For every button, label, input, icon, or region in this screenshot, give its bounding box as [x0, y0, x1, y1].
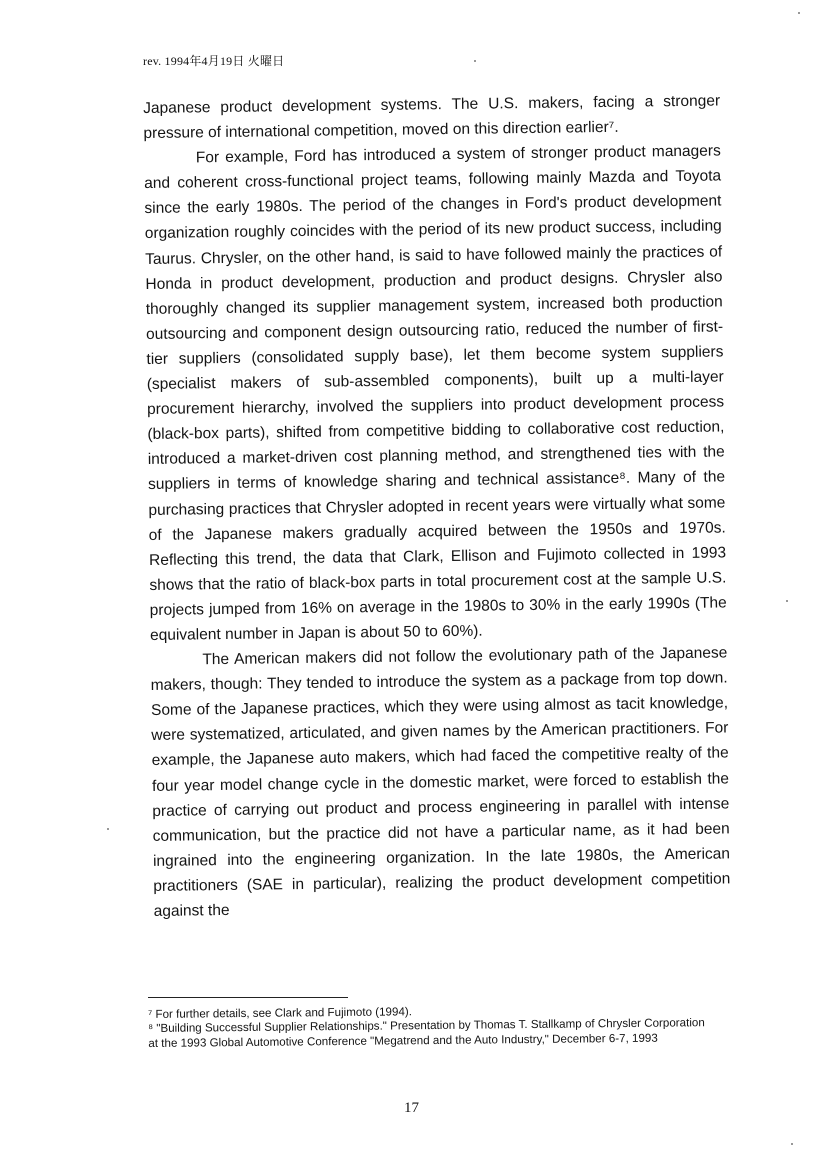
body-text [143, 88, 731, 924]
scan-speck [786, 600, 788, 602]
scan-speck [791, 1143, 793, 1145]
footnote-7: ⁷ For further details, see Clark and Fujimoto (1994). [148, 1005, 413, 1021]
paragraph-2: For example, Ford has introduced a system of stronger product managers and coherent cross-functional project teams, following mainly Mazda and Toyota since the early 1980s. The period of the changes in Ford's product development organization roughly coincides with the period of its new product success, including Taurus. Chrysler, on the other hand, is said to have followed mainly the practices of Honda in product development, production and product designs. Chrysler also thoroughly changed its supplier management system, increased both production outsourcing and component design outsourcing ratio, reduced the number of first-tier suppliers (consolidated supply base), let them become system suppliers (specialist makers of sub-assembled components), built up a multi-layer procurement hierarchy, involved the suppliers into product development process (black-box parts), shifted from competitive bidding to collaborative cost reduction, introduced a market-driven cost planning method, and strengthened ties with the suppliers in terms of knowledge sharing and technical assistance⁸. Many of the purchasing practices that Chrysler adopted in recent years were virtually what some of the Japanese makers gradually acquired between the 1950s and 1970s. Reflecting this trend, the data that Clark, Ellison and Fujimoto collected in 1993 shows that the ratio of black-box parts in total procurement cost at the sample U.S. projects jumped from 16% on average in the 1980s to 30% in the early 1990s (The equivalent number in Japan is about 50 to 60%). [144, 142, 727, 644]
scan-speck [798, 12, 800, 14]
footnote-divider [148, 997, 348, 998]
paragraph-3: The American makers did not follow the evolutionary path of the Japanese makers, though: They tended to introduce the system as a package from top down. Some of the Japanese practices, which they were using almost as tacit knowledge, were systematized, articulated, and given names by the American practitioners. For example, the Japanese auto makers, which had faced the competitive realty of the four year model change cycle in the domestic market, were forced to establish the practice of carrying out product and process engineering in parallel with intense communication, but the practice did not have a particular name, as it had been ingrained into the engineering organization. In the late 1980s, the American practitioners (SAE in particular), realizing the product development competition against the [150, 644, 731, 920]
scan-speck [474, 60, 476, 62]
paragraph-1: Japanese product development systems. The U.S. makers, facing a stronger pressure of international competition, moved on this direction earlier⁷. [143, 92, 721, 143]
revision-date-header: rev. 1994年4月19日 火曜日 [143, 54, 285, 68]
footnote-8: ⁸ "Building Successful Supplier Relationships." Presentation by Thomas T. Stallkamp of Chrysler Corporation at the 1993 Global Automotive Conference "Megatrend and the Auto Industry," December 6-7, 1993 [148, 1016, 705, 1050]
footnotes [148, 1002, 713, 1051]
page-number: 17 [404, 1100, 419, 1116]
scan-speck [107, 828, 109, 830]
